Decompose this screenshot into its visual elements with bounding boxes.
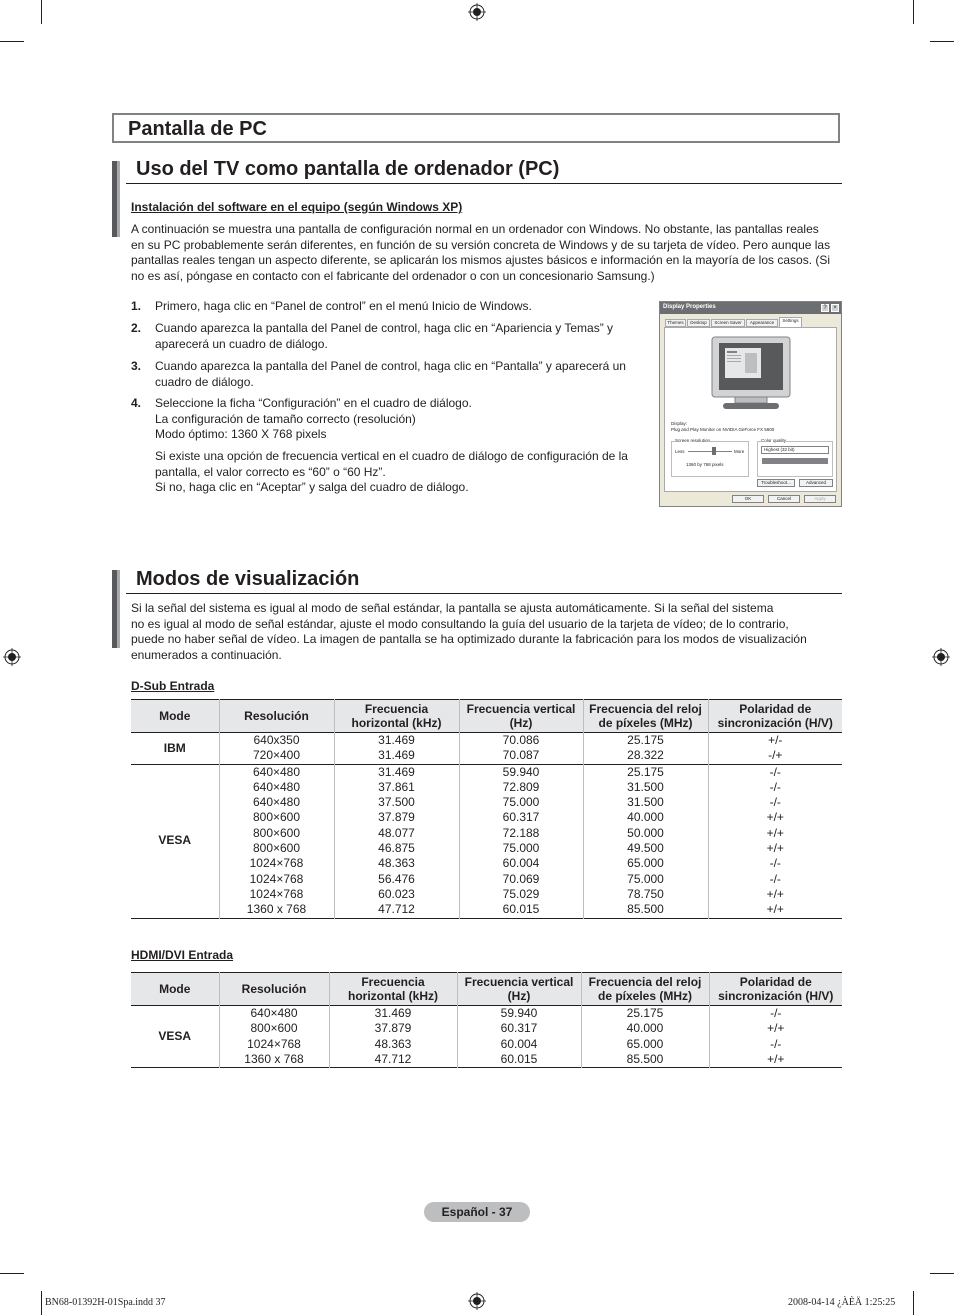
sync-polarity-value: +/+ [766,902,784,917]
sync-polarity-value: -/- [769,795,781,810]
sync-polarity-value: +/+ [766,886,784,901]
heading-rule [126,593,842,594]
note-line: Si existe una opción de frecuencia vertical en el cuadro de diálogo de configuración de la [155,449,628,463]
note-line: pantalla, el valor correcto es “60” o “60 Hz”. [155,464,386,479]
crop-mark [0,1273,24,1274]
col-header-vertical-freq: Frecuencia vertical (Hz) [459,700,583,733]
heading-bar [112,570,126,648]
pixel-clock-value: 85.500 [627,902,664,917]
vertical-freq-value: 72.809 [502,779,540,794]
horizontal-freq-value: 47.712 [374,1051,412,1066]
vertical-freq-value: 75.000 [502,841,540,856]
pixel-clock-value: 75.000 [627,871,664,886]
step-text [155,396,472,443]
table-row [131,733,842,765]
resolution-value: 640×480 [252,764,301,779]
registration-mark-icon [3,648,21,666]
vertical-freq-value: 60.317 [502,810,540,825]
col-header-mode: Mode [131,700,219,733]
pixel-clock-value: 65.000 [627,856,664,871]
pc-intro-line: pantallas reales tengan un aspecto diferente, se aplicarán los mismos ajustes básicos e información en la mayoría de los casos. (Si [131,253,831,267]
horizontal-freq-value: 37.879 [374,1021,412,1036]
horizontal-freq-value: 47.712 [378,902,415,917]
modes-intro-line: Si la señal del sistema es igual al modo de señal estándar, la pantalla se ajusta automáticamente. Si la señal del sistema [131,601,774,615]
resolution-slider-thumb [712,447,716,455]
registration-mark-icon [932,648,950,666]
file-slug: BN68-01392H-01Spa.indd 37 [45,1297,166,1308]
horizontal-freq-value: 56.476 [378,871,415,886]
color-quality-group [757,438,833,477]
table-row [131,1006,842,1068]
step-line: Seleccione la ficha “Configuración” en el cuadro de diálogo. [155,396,472,410]
mode-cell: VESA [158,833,192,848]
tab-settings: Settings [779,317,802,328]
resolution-value: 800×600 [252,810,301,825]
horizontal-freq-value: 46.875 [378,841,415,856]
display-value: Plug and Play Monitor on NVIDIA GeForce FX 5600 [671,427,775,432]
crop-mark [41,0,42,24]
pixel-clock-value: 28.322 [627,748,664,763]
horizontal-freq-cell [334,764,459,918]
step-line: cuadro de diálogo. [155,374,254,389]
horizontal-freq-value: 48.363 [378,856,415,871]
resolution-cell [219,733,334,765]
vertical-freq-value: 70.086 [502,733,540,747]
sync-polarity-cell [708,764,842,918]
dsub-label: D-Sub Entrada [131,679,215,693]
sync-polarity-value: -/+ [768,748,783,763]
horizontal-freq-cell [334,733,459,765]
col-header-horizontal-freq: Frecuencia horizontal (kHz) [334,700,459,733]
resolution-label: Screen resolution [675,438,711,443]
vertical-freq-value: 59.940 [502,764,540,779]
pc-intro-line: no es así, póngase en contacto con el fabricante del ordenador o con un concesionario Samsung.) [131,268,655,283]
horizontal-freq-value: 31.469 [378,733,415,747]
step-text [155,321,613,352]
horizontal-freq-cell [329,1006,457,1068]
vertical-freq-value: 75.000 [502,795,540,810]
pixel-clock-value: 25.175 [627,764,664,779]
sync-polarity-value: +/+ [766,841,784,856]
crop-mark [0,41,24,42]
display-label: Display: [671,421,688,426]
horizontal-freq-value: 37.861 [378,779,415,794]
col-header-horizontal-freq: Frecuencia horizontal (kHz) [329,973,457,1006]
sync-polarity-cell [708,733,842,765]
tab-screen-saver: Screen Saver [711,319,745,327]
hdmi-label: HDMI/DVI Entrada [131,948,234,962]
resolution-cell [219,764,334,918]
horizontal-freq-value: 48.363 [374,1036,412,1051]
col-header-pixel-clock: Frecuencia del reloj de píxeles (MHz) [581,973,709,1006]
resolution-less: Less [675,449,685,454]
crop-mark [913,0,914,24]
pixel-clock-cell [581,1006,709,1068]
resolution-value: 640×480 [252,795,301,810]
resolution-value: 640×480 [252,779,301,794]
tab-desktop: Desktop [687,319,710,327]
vertical-freq-value: 60.004 [502,856,540,871]
pixel-clock-value: 49.500 [627,841,664,856]
registration-mark-icon [468,1292,486,1310]
vertical-freq-value: 60.317 [500,1021,538,1036]
vertical-freq-value: 60.004 [500,1036,538,1051]
hdmi-table [131,972,842,1068]
pixel-clock-cell [583,764,708,918]
modes-intro-line: no es igual al modo de señal estándar, ajuste el modo consultando la guía del usuario de la tarjeta de vídeo; de lo contrario, [131,616,789,631]
crop-mark [913,1291,914,1315]
vertical-freq-value: 59.940 [500,1006,538,1020]
modes-intro [131,601,807,663]
section-title-box [112,113,840,143]
pixel-clock-value: 40.000 [626,1021,664,1036]
resolution-value: 1360 x 768 [244,1051,304,1066]
resolution-value: 1360 x 768 [246,902,307,917]
sync-polarity-value: -/- [769,764,781,779]
pixel-clock-value: 78.750 [627,886,664,901]
advanced-button: Advanced [799,479,833,487]
sync-polarity-value: -/- [770,1006,782,1020]
resolution-value: 800×600 [252,841,301,856]
modes-intro-line: enumerados a continuación. [131,647,282,662]
horizontal-freq-value: 37.879 [378,810,415,825]
color-quality-select: Highest (32 bit) [761,446,829,454]
sync-polarity-value: +/+ [767,1021,785,1036]
color-bar [762,458,828,464]
sync-polarity-value: -/- [769,871,781,886]
troubleshoot-button: Troubleshoot... [757,479,795,487]
col-header-mode: Mode [131,973,219,1006]
pixel-clock-cell [583,733,708,765]
horizontal-freq-value: 31.469 [378,764,415,779]
col-header-sync-polarity: Polaridad de sincronización (H/V) [709,973,842,1006]
pixel-clock-value: 85.500 [626,1051,664,1066]
table-row [131,764,842,918]
resolution-value: 640×480 [250,1006,298,1020]
color-quality-label: Color quality [761,438,787,443]
pc-intro [131,222,830,284]
crop-mark [41,1291,42,1315]
step-text [155,299,532,315]
resolution-value: 640x350 [253,733,300,747]
step-line: Modo óptimo: 1360 X 768 pixels [155,427,327,441]
pixel-clock-value: 25.175 [626,1006,664,1020]
heading-bar [112,161,126,237]
step-note [155,449,628,496]
col-header-resolution: Resolución [219,700,334,733]
horizontal-freq-value: 60.023 [378,886,415,901]
pixel-clock-value: 31.500 [627,795,664,810]
sync-polarity-value: -/- [769,779,781,794]
dialog-titlebar [660,302,841,314]
date-slug: 2008-04-14 ¿ÀÈÄ 1:25:25 [788,1297,896,1308]
vertical-freq-value: 60.015 [500,1051,538,1066]
resolution-value: 1360 by 768 pixels [686,462,724,467]
step-number: 3. [131,359,142,373]
pc-intro-line: en su PC probablemente serán diferentes, en función de su versión concreta de Windows y de su tarjeta de vídeo. Pero aunque las [131,237,831,252]
vertical-freq-value: 60.015 [502,902,540,917]
crop-mark [930,1273,954,1274]
col-header-sync-polarity: Polaridad de sincronización (H/V) [708,700,842,733]
heading-rule [126,183,842,184]
modes-heading: Modos de visualización [136,568,360,590]
tab-appearance: Appearance [746,319,778,327]
step-line: aparecerá un cuadro de diálogo. [155,336,328,351]
dialog-title: Display Properties [663,304,716,310]
resolution-cell [219,1006,329,1068]
horizontal-freq-value: 48.077 [378,825,415,840]
step-line: Cuando aparezca la pantalla del Panel de control, haga clic en “Apariencia y Temas” y [155,321,614,335]
pc-subheading: Instalación del software en el equipo (según Windows XP) [131,200,463,214]
pc-intro-line: A continuación se muestra una pantalla de configuración normal en un ordenador con Windows. No obstante, las pantallas reales [131,222,819,236]
resolution-slider-track [688,451,732,452]
step-text [155,359,626,390]
resolution-group [671,438,749,477]
col-header-pixel-clock: Frecuencia del reloj de píxeles (MHz) [583,700,708,733]
vertical-freq-value: 72.188 [502,825,540,840]
resolution-value: 800×600 [250,1021,298,1036]
modes-intro-line: puede no haber señal de vídeo. La imagen de pantalla se ha optimizado durante la fabricación para los modos de visualización [131,632,807,646]
col-header-resolution: Resolución [219,973,329,1006]
step-line: La configuración de tamaño correcto (resolución) [155,411,416,426]
tab-themes: Themes [665,319,686,327]
pixel-clock-value: 31.500 [627,779,664,794]
step-number: 4. [131,396,142,410]
pc-heading: Uso del TV como pantalla de ordenador (PC) [136,158,560,180]
resolution-value: 1024×768 [249,871,304,886]
mode-cell: VESA [158,1028,192,1043]
sync-polarity-value: -/- [769,856,781,871]
help-icon: ? [821,304,829,312]
settings-panel [664,327,837,492]
resolution-value: 1024×768 [249,886,304,901]
pixel-clock-value: 40.000 [627,810,664,825]
close-icon: × [831,304,839,312]
crop-mark [930,41,954,42]
pixel-clock-value: 25.175 [627,733,664,747]
sync-polarity-value: -/- [770,1036,782,1051]
resolution-value: 1024×768 [249,856,304,871]
horizontal-freq-value: 37.500 [378,795,415,810]
page-number-badge: Español - 37 [424,1202,530,1222]
vertical-freq-value: 70.087 [502,748,540,763]
pixel-clock-value: 65.000 [626,1036,664,1051]
section-title: Pantalla de PC [128,118,267,140]
sync-polarity-value: +/- [768,733,783,747]
resolution-more: More [734,449,745,454]
vertical-freq-value: 70.069 [502,871,540,886]
resolution-value: 1024×768 [247,1036,301,1051]
col-header-vertical-freq: Frecuencia vertical (Hz) [457,973,581,1006]
ok-button: OK [732,495,764,503]
pixel-clock-value: 50.000 [627,825,664,840]
step-line: Cuando aparezca la pantalla del Panel de control, haga clic en “Pantalla” y aparecerá un [155,359,626,373]
horizontal-freq-value: 31.469 [374,1006,412,1020]
vertical-freq-value: 75.029 [502,886,540,901]
sync-polarity-value: +/+ [766,810,784,825]
vertical-freq-cell [459,733,583,765]
sync-polarity-value: +/+ [766,825,784,840]
dsub-table [131,699,842,919]
display-properties-dialog [659,301,842,507]
monitor-icon [709,335,793,415]
sync-polarity-cell [709,1006,842,1068]
resolution-value: 800×600 [252,825,301,840]
apply-button: Apply [804,495,836,503]
step-number: 1. [131,299,142,313]
sync-polarity-value: +/+ [767,1051,785,1066]
vertical-freq-cell [459,764,583,918]
step-number: 2. [131,321,142,335]
horizontal-freq-value: 31.469 [378,748,415,763]
cancel-button: Cancel [768,495,800,503]
resolution-value: 720×400 [252,748,301,763]
note-line: Si no, haga clic en “Aceptar” y salga del cuadro de diálogo. [155,480,469,494]
step-line: Primero, haga clic en “Panel de control” en el menú Inicio de Windows. [155,299,532,313]
vertical-freq-cell [457,1006,581,1068]
mode-cell: IBM [163,740,186,755]
registration-mark-icon [468,3,486,21]
